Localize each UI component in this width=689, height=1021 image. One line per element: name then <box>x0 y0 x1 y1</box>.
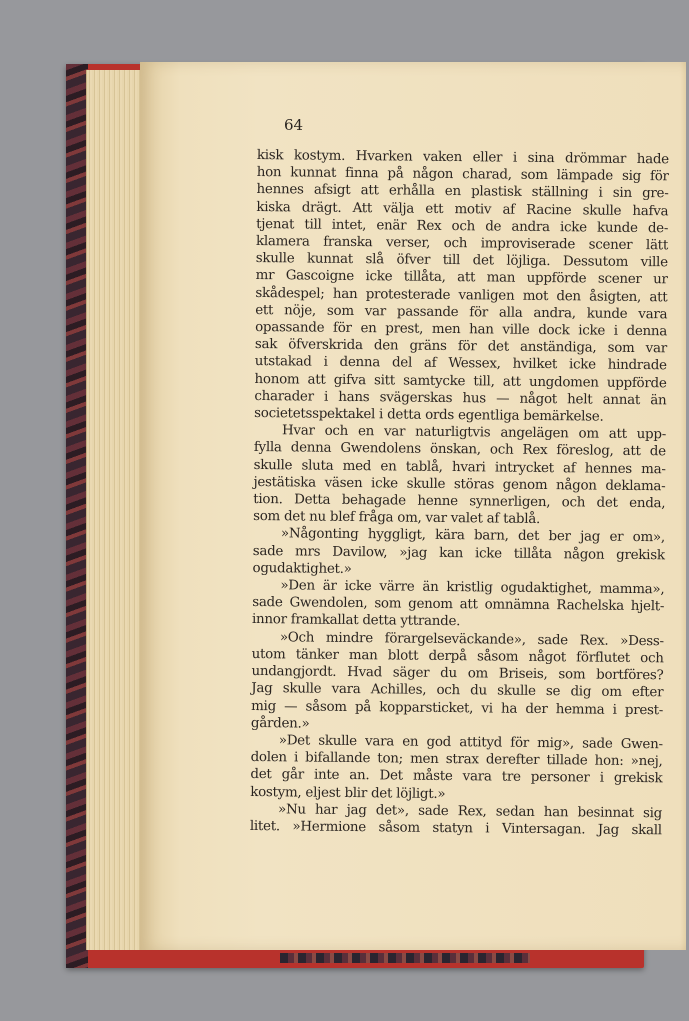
text-line: ogudaktighet.» <box>252 560 352 577</box>
text-line: Hvar och en var naturligtvis angelägen om att upp- <box>281 423 667 443</box>
text-line: »Och mindre förargelseväckande», sade Rex. »Dess- <box>279 629 664 649</box>
text-line: »Nu har jag det», sade Rex, sedan han besinnat sig <box>277 801 663 821</box>
text-line: skulle kunnat slå öfver till det löjliga. Dessutom ville <box>255 251 668 271</box>
text-line: sade mrs Davilow, »jag kan icke tillåta någon grekisk <box>252 543 665 563</box>
text-line: mig — såsom på kopparsticket, vi ha der hemma i prest- <box>251 698 664 718</box>
text-line: mr Gascoigne icke tillåta, att man uppförde scener ur <box>255 268 668 288</box>
text-line: »Någonting hyggligt, kära barn, det ber jag er om», <box>280 526 666 546</box>
text-line: det går inte an. Det måste vara tre personer i grekisk <box>250 767 663 787</box>
text-line: kisk kostym. Hvarken vaken eller i sina drömmar hade <box>256 147 669 168</box>
text-line: opassande för en prest, men han ville dock icke i denna <box>255 320 668 340</box>
text-line: utstakad i denna del af Wessex, hvilket icke hindrade <box>254 354 667 374</box>
text-line: fylla denna Gwendolens önskan, och Rex föreslog, att de <box>253 440 666 460</box>
text-line: utom tänker man blott derpå såsom något förflutet och <box>251 646 664 667</box>
text-line: tion. Detta behagade henne synnerligen, och det enda, <box>253 492 666 512</box>
text-line: »Den är icke värre än kristlig ogudaktighet, mamma», <box>280 578 665 598</box>
text-line: skådespel; han protesterade vanligen mot den åsigten, att <box>255 285 668 305</box>
marbled-edge-bottom <box>280 953 530 963</box>
text-line: kiska drägt. Att välja ett motiv af Racine skulle hafva <box>256 199 669 219</box>
text-line: hennes afsigt att erhålla en plastisk ställning i sin gre- <box>256 182 669 202</box>
text-line: undangjordt. Hvad säger du om Briseis, som bortföres? <box>251 664 664 684</box>
marbled-edge <box>66 64 88 968</box>
text-line: jestätiska väsen icke skulle störas genom någon deklama- <box>253 474 666 495</box>
text-line: skulle sluta med en tablå, hvari intrycket af hennes ma- <box>253 457 666 477</box>
page-number: 64 <box>284 116 304 134</box>
text-line: Jag skulle vara Achilles, och du skulle se dig om efter <box>251 681 664 701</box>
text-line: gården.» <box>250 715 310 732</box>
text-line: hon kunnat finna på någon charad, som lämpade sig för <box>256 165 669 185</box>
text-line: innor framkallat detta yttrande. <box>251 612 461 630</box>
text-line: sade Gwendolen, som genom att omnämna Rachelska hjelt- <box>252 595 665 615</box>
text-line: »Det skulle vara en god attityd för mig», sade Gwen- <box>278 733 663 753</box>
body-text <box>250 147 669 839</box>
text-line: dolen i bifallande ton; men strax derefter tillade hon: »nej, <box>250 750 663 770</box>
text-line: sak öfverskrida den gräns för det anständiga, som var <box>254 337 667 357</box>
text-line: kostym, eljest blir det löjligt.» <box>250 784 446 802</box>
text-line: honom att gifva sitt samtycke till, att ungdomen uppförde <box>254 371 667 391</box>
text-line: som det nu blef fråga om, var valet af tablå. <box>253 509 541 528</box>
text-line: ett nöje, som var passande för alla andra, kunde vara <box>255 302 668 323</box>
text-line: charader i hans svägerskas hus — något helt annat än <box>254 388 667 409</box>
text-line: klamera franska verser, och improviserade scener lätt <box>255 234 669 254</box>
text-line: societetsspektakel i detta ords egentliga bemärkelse. <box>254 406 604 425</box>
text-line: litet. »Hermione såsom statyn i Vintersagan. Jag skall <box>249 818 662 839</box>
text-line: tjenat till intet, enär Rex och de andra icke kunde de- <box>256 216 669 237</box>
